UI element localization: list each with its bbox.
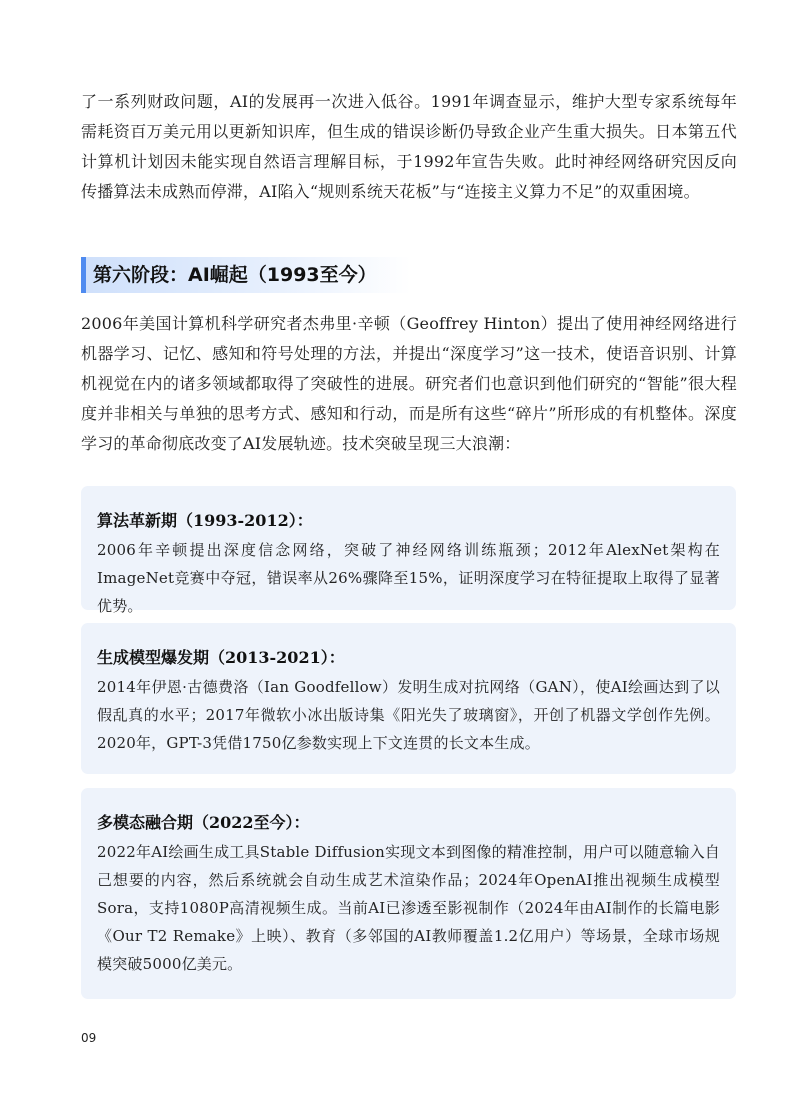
wave-card-algorithm [81,486,736,615]
wave-card-body: 2022年AI绘画生成工具Stable Diffusion实现文本到图像的精准控制，用户可以随意输入自己想要的内容，然后系统就会自动生成艺术渲染作品；2024年OpenAI推出视频生成模型Sora，支持1080P高清视频生成。当前AI已渗透至影视制作（2024年由AI制作的长篇电影《Our T2 Remake》上映）、教育（多邻国的AI教师覆盖1.2亿用户）等场景，全球市场规模突破5000亿美元。 [97,843,720,973]
wave-card-title: 算法革新期（1993-2012）： [97,511,313,530]
wave-card-body: 2006年辛顿提出深度信念网络，突破了神经网络训练瓶颈；2012年AlexNet架构在ImageNet竞赛中夺冠，错误率从26%骤降至15%，证明深度学习在特征提取上取得了显著优势。 [97,541,720,615]
section-title: 第六阶段：AI崛起（1993至今） [93,264,377,286]
intro-paragraph: 了一系列财政问题，AI的发展再一次进入低谷。1991年调查显示，维护大型专家系统每年需耗资百万美元用以更新知识库，但生成的错误诊断仍导致企业产生重大损失。日本第五代计算机计划因未能实现自然语言理解目标，于1992年宣告失败。此时神经网络研究因反向传播算法未成熟而停滞，AI陷入“规则系统天花板”与“连接主义算力不足”的双重困境。 [81,92,737,201]
wave-card-multimodal [81,788,736,999]
wave-card-title: 生成模型爆发期（2013-2021）： [97,648,345,667]
wave-card-body: 2014年伊恩·古德费洛（Ian Goodfellow）发明生成对抗网络（GAN），使AI绘画达到了以假乱真的水平；2017年微软小冰出版诗集《阳光失了玻璃窗》，开创了机器文学创作先例。2020年，GPT-3凭借1750亿参数实现上下文连贯的长文本生成。 [97,678,720,752]
wave-card-title: 多模态融合期（2022至今）： [97,813,310,832]
page-number: 09 [81,1031,97,1045]
wave-card-generative [81,623,736,774]
section-body-paragraph: 2006年美国计算机科学研究者杰弗里·辛顿（Geoffrey Hinton）提出了使用神经网络进行机器学习、记忆、感知和符号处理的方法，并提出“深度学习”这一技术，使语音识别、计算机视觉在内的诸多领域都取得了突破性的进展。研究者们也意识到他们研究的“智能”很大程度并非相关与单独的思考方式、感知和行动，而是所有这些“碎片”所形成的有机整体。深度学习的革命彻底改变了AI发展轨迹。技术突破呈现三大浪潮： [81,314,737,453]
section-heading [81,257,411,293]
